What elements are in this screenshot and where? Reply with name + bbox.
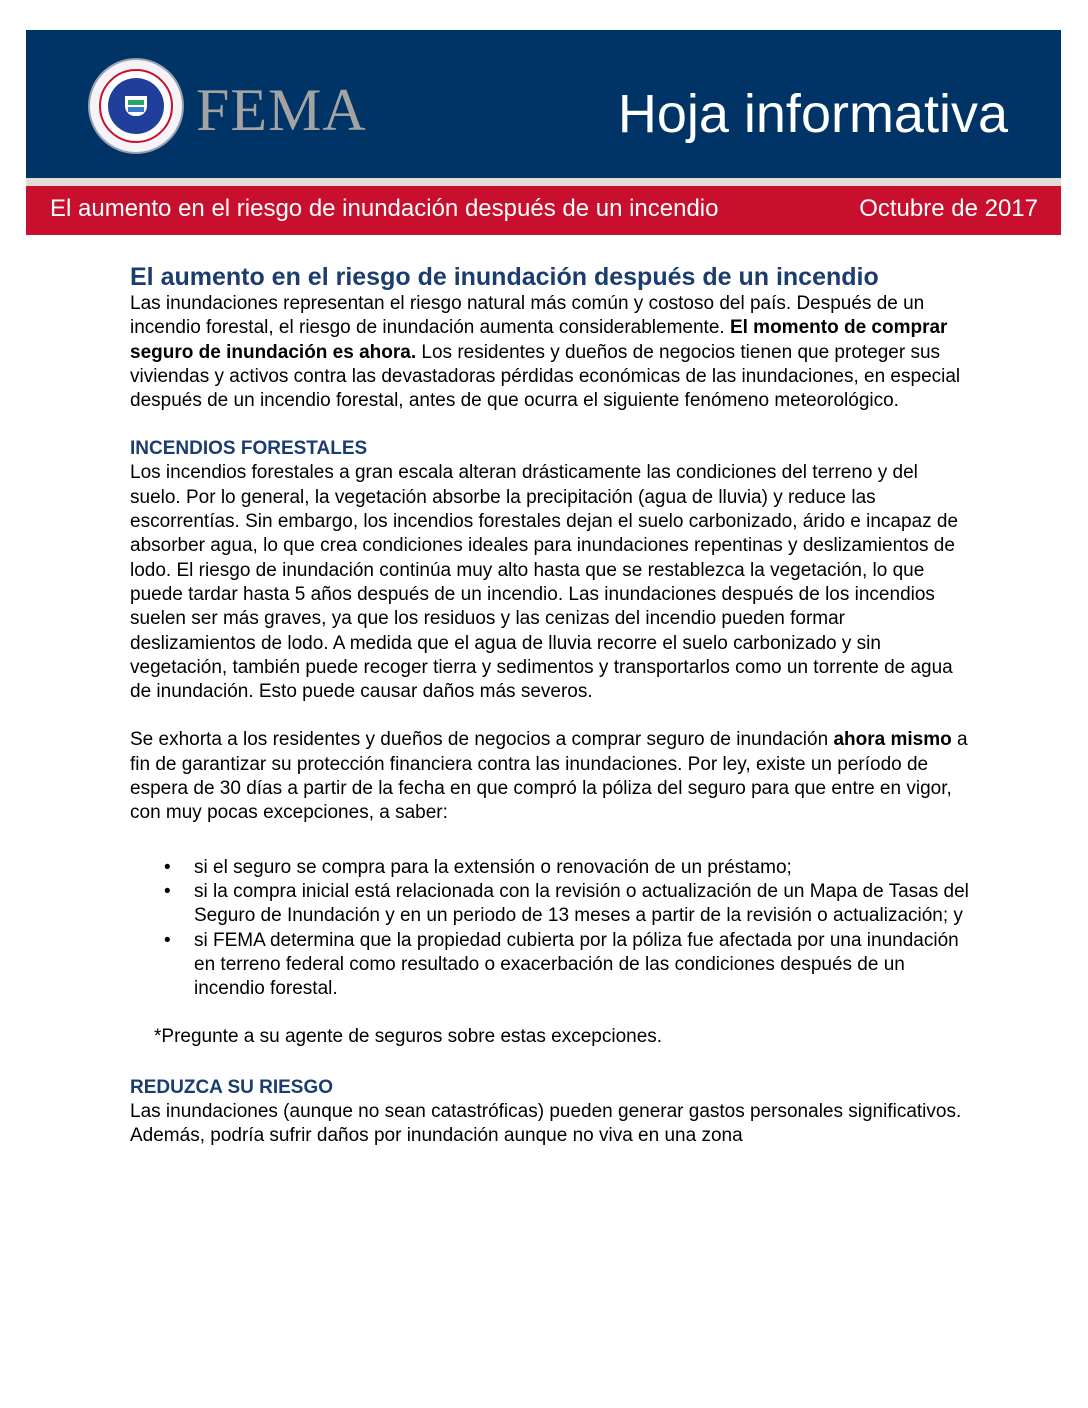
exhort-text-b: a fin de garantizar su protección financiera contra las inundaciones. Por ley, existe un período de espera de 30 días a partir de la fecha en que compró la póliza del seguro para que entre en vigor, con muy pocas excepciones, a saber: bbox=[130, 729, 968, 824]
section-heading-incendios: INCENDIOS FORESTALES bbox=[130, 438, 368, 460]
exhort-paragraph bbox=[130, 728, 970, 825]
section-body-reduzca: Las inundaciones (aunque no sean catastróficas) pueden generar gastos personales significativos. Además, podría sufrir daños por inundación aunque no viva en una zona bbox=[130, 1100, 962, 1147]
intro-text-a: Las inundaciones representan el riesgo natural más común y costoso del país. Después de un incendio forestal, el riesgo de inundación aumenta considerablemente. bbox=[130, 293, 925, 339]
seal-shield bbox=[125, 96, 147, 116]
bullet-icon: • bbox=[164, 880, 171, 902]
exhort-emphasis: ahora mismo bbox=[833, 729, 952, 751]
dhs-seal-icon bbox=[88, 58, 184, 154]
page-title: El aumento en el riesgo de inundación después de un incendio bbox=[130, 263, 879, 291]
document-body bbox=[130, 262, 970, 1148]
section-heading-reduzca: REDUZCA SU RIESGO bbox=[130, 1076, 334, 1098]
list-item bbox=[130, 856, 970, 880]
exceptions-note: *Pregunte a su agente de seguros sobre estas excepciones. bbox=[154, 1026, 663, 1048]
subtitle-text: El aumento en el riesgo de inundación después de un incendio bbox=[50, 195, 719, 222]
divider-strip bbox=[26, 178, 1061, 186]
fema-logo-text: FEMA bbox=[196, 77, 367, 143]
bullet-icon: • bbox=[164, 856, 171, 878]
list-item bbox=[130, 880, 970, 929]
exhort-text-a: Se exhorta a los residentes y dueños de negocios a comprar seguro de inundación bbox=[130, 729, 834, 751]
publication-date: Octubre de 2017 bbox=[859, 195, 1038, 222]
doc-type-title: Hoja informativa bbox=[617, 84, 1008, 144]
intro-emphasis: El momento de comprar seguro de inundación es ahora. bbox=[130, 317, 948, 363]
section-body-incendios: Los incendios forestales a gran escala alteran drásticamente las condiciones del terreno y del suelo. Por lo general, la vegetación absorbe la precipitación (agua de lluvia) y reduce las escorrentías. Sin embargo, los incendios forestales dejan el suelo carbonizado, árido e incapaz de absorber agua, lo que crea condiciones ideales para inundaciones repentinas y deslizamientos de lodo. El riesgo de inundación continúa muy alto hasta que se restablezca la vegetación, lo que puede tardar hasta 5 años después de un incendio. Las inundaciones después de los incendios suelen ser más graves, ya que los residuos y las cenizas del incendio pueden formar deslizamientos de lodo. A medida que el agua de lluvia recorre el suelo carbonizado y sin vegetación, también puede recoger tierra y sedimentos y transportarlos como un torrente de agua de inundación. Esto puede causar daños más severos. bbox=[130, 462, 959, 703]
intro-text-b: Los residentes y dueños de negocios tienen que proteger sus viviendas y activos contra las devastadoras pérdidas económicas de las inundaciones, en especial después de un incendio forestal, antes de que ocurra el siguiente fenómeno meteorológico. bbox=[130, 341, 961, 412]
list-item bbox=[130, 929, 970, 1002]
list-item-text: si FEMA determina que la propiedad cubierta por la póliza fue afectada por una inundación en terreno federal como resultado o exacerbación de las condiciones después de un incendio forestal. bbox=[194, 929, 959, 1000]
exceptions-list bbox=[130, 856, 970, 1002]
intro-paragraph bbox=[130, 292, 970, 413]
list-item-text: si la compra inicial está relacionada con la revisión o actualización de un Mapa de Tasas del Seguro de Inundación y en un periodo de 13 meses a partir de la revisión o actualización; y bbox=[194, 880, 969, 927]
list-item-text: si el seguro se compra para la extensión o renovación de un préstamo; bbox=[194, 856, 792, 878]
bullet-icon: • bbox=[164, 929, 171, 951]
